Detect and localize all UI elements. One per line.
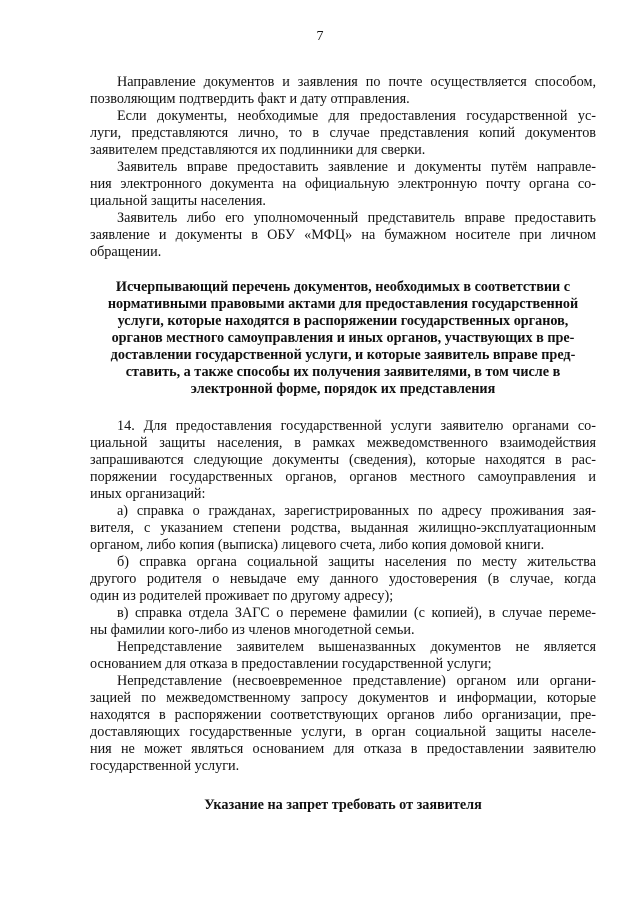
text-line: Заявитель либо его уполномоченный представитель вправе предоставить xyxy=(117,210,596,226)
section-heading-line: Исчерпывающий перечень документов, необходимых в соответствии с xyxy=(115,279,571,295)
text-line: 14. Для предоставления государственной услуги заявителю органами со- xyxy=(117,418,596,434)
section-heading-line: органов местного самоуправления и иных органов, участвующих в пре- xyxy=(111,330,575,346)
text-line: зацией по межведомственному запросу документов и информации, которые xyxy=(90,690,596,706)
text-line: Если документы, необходимые для предоставления государственной ус- xyxy=(117,108,596,124)
text-line: ны фамилии кого-либо из членов многодетной семьи. xyxy=(90,622,415,638)
final-section-heading: Указание на запрет требовать от заявителя xyxy=(204,797,482,813)
text-line: другого родителя о невыдаче ему данного удостоверения (в случае, когда xyxy=(90,571,596,587)
section-heading-line: ставить, а также способы их получения заявителями, в том числе в xyxy=(125,364,561,380)
text-line: б) справка органа социальной защиты населения по месту жительства xyxy=(117,554,596,570)
text-line: ния электронного документа на официальную электронную почту органа со- xyxy=(90,176,596,192)
text-line: обращении. xyxy=(90,244,162,260)
text-line: один из родителей проживает по другому адресу); xyxy=(90,588,394,604)
text-line: а) справка о гражданах, зарегистрированных по адресу проживания зая- xyxy=(117,503,596,519)
text-line: иных организаций: xyxy=(90,486,206,502)
section-heading-line: доставлении государственной услуги, и которые заявитель вправе пред- xyxy=(110,347,576,363)
text-line: органом, либо копия (выписка) лицевого счета, либо копия домовой книги. xyxy=(90,537,545,553)
text-line: Заявитель вправе предоставить заявление и документы путём направле- xyxy=(117,159,596,175)
text-line: доставляющих государственные услуги, в орган социальной защиты населе- xyxy=(90,724,596,740)
text-line: циальной защиты населения, в рамках межведомственного взаимодействия xyxy=(90,435,596,451)
text-line: Непредставление (несвоевременное представление) органом или органи- xyxy=(117,673,596,689)
text-line: основанием для отказа в предоставлении государственной услуги; xyxy=(90,656,492,672)
text-line: в) справка отдела ЗАГС о перемене фамилии (с копией), в случае переме- xyxy=(117,605,596,621)
section-heading-line: нормативными правовыми актами для предоставления государственной xyxy=(107,296,579,312)
text-line: Непредставление заявителем вышеназванных документов не является xyxy=(117,639,596,655)
text-line: запрашиваются следующие документы (сведения), которые находятся в рас- xyxy=(90,452,596,468)
text-line: ния не может являться основанием для отказа в предоставлении заявителю xyxy=(90,741,596,757)
section-heading-line: услуги, которые находятся в распоряжении государственных органов, xyxy=(117,313,569,329)
page-number: 7 xyxy=(316,29,324,44)
text-line: находятся в распоряжении соответствующих органов либо организации, пре- xyxy=(90,707,596,723)
text-line: Направление документов и заявления по почте осуществляется способом, xyxy=(117,74,596,90)
text-line: вителя, с указанием степени родства, выданная жилищно-эксплуатационным xyxy=(90,520,596,536)
section-heading-line: электронной форме, порядок их представления xyxy=(190,381,496,397)
text-line: государственной услуги. xyxy=(90,758,240,774)
text-line: луги, представляются лично, то в случае представления копий документов xyxy=(90,125,596,141)
text-line: циальной защиты населения. xyxy=(90,193,266,209)
text-line: заявление и документы в ОБУ «МФЦ» на бумажном носителе при личном xyxy=(90,227,596,243)
text-line: поряжении государственных органов, органов местного самоуправления и xyxy=(90,469,596,485)
text-line: заявителем представляются их подлинники для сверки. xyxy=(90,142,426,158)
text-line: позволяющим подтвердить факт и дату отправления. xyxy=(90,91,410,107)
